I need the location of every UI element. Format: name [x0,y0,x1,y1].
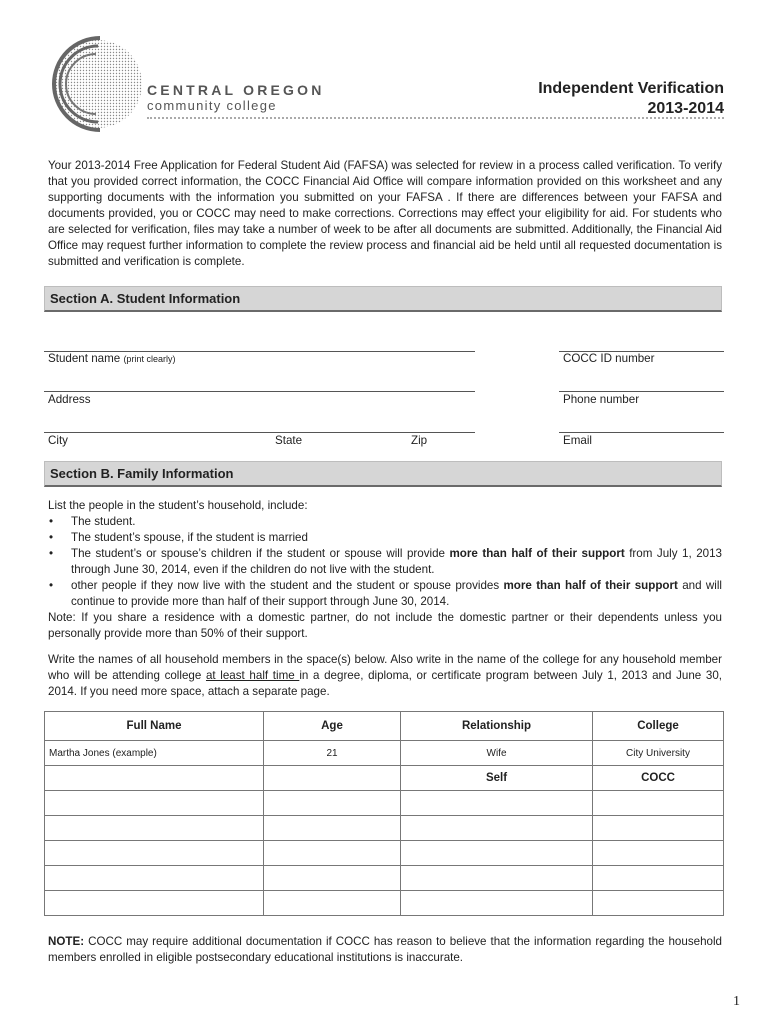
example-college: City University [593,741,724,766]
email-field[interactable] [559,432,724,433]
college-cell[interactable] [593,866,724,891]
note-text: COCC may require additional documentation if COCC has reason to believe that the information regarding the household members enrolled in eligible postsecondary educational institutions is inaccurate. [48,935,722,964]
write-instructions [48,652,722,700]
address-field[interactable] [44,391,475,392]
list-item [48,530,722,546]
list-item-text: The student’s or spouse’s children if the student or spouse will provide [71,547,450,560]
example-relationship: Wife [401,741,593,766]
age-cell[interactable] [264,866,401,891]
college-logo [40,30,150,140]
relationship-cell[interactable] [401,866,593,891]
bullet-icon: • [49,579,54,592]
table-row [45,891,724,916]
self-relationship: Self [401,766,593,791]
brand-name: CENTRAL OREGON [147,82,325,98]
self-college: COCC [593,766,724,791]
write-text: in a degree, diploma, or certificate program between July 1, 2013 and June 30, 2014. If you need more space, attach a separate page. [48,669,722,698]
table-row [45,866,724,891]
example-age: 21 [264,741,401,766]
domestic-partner-note: Note: If you share a residence with a domestic partner, do not include the domestic partner or their dependents unless you personally provide more than 50% of their support. [48,611,722,640]
college-cell[interactable] [593,816,724,841]
col-age: Age [264,712,401,741]
college-cell[interactable] [593,841,724,866]
student-name-label [48,352,175,365]
list-intro: List the people in the student’s household, include: [48,499,308,512]
note-label: NOTE: [48,935,85,948]
table-row [45,841,724,866]
household-table [44,711,724,916]
header-divider [147,117,724,119]
age-cell[interactable] [264,841,401,866]
page-number: 1 [733,994,740,1009]
phone-field[interactable] [559,391,724,392]
emphasis-text: more than half of their support [503,579,678,592]
list-item-text: and will continue to provide more than half of their support through June 30, 2014. [71,579,722,608]
table-row [45,816,724,841]
bullet-icon: • [49,515,54,528]
relationship-cell[interactable] [401,816,593,841]
city-label: City [48,434,68,447]
college-cell[interactable] [593,891,724,916]
col-full-name: Full Name [45,712,264,741]
col-relationship: Relationship [401,712,593,741]
section-a-header: Section A. Student Information [44,286,722,312]
bullet-icon: • [49,547,54,560]
name-cell[interactable] [45,841,264,866]
list-item-text: The student’s spouse, if the student is married [71,531,308,544]
name-cell[interactable] [45,866,264,891]
list-item-text: other people if they now live with the student and the student or spouse provides [71,579,504,592]
phone-label: Phone number [563,393,640,406]
city-state-zip-field[interactable] [44,432,475,433]
print-clearly-note: (print clearly) [123,354,176,364]
relationship-cell[interactable] [401,891,593,916]
relationship-cell[interactable] [401,841,593,866]
table-row-example [45,741,724,766]
zip-label: Zip [411,434,428,447]
bullet-icon: • [49,531,54,544]
section-b-header: Section B. Family Information [44,461,722,487]
half-time-underline: at least half time [205,669,300,682]
list-item [48,514,722,530]
name-cell[interactable] [45,891,264,916]
self-name-cell[interactable] [45,766,264,791]
form-year: 2013-2014 [647,100,724,117]
age-cell[interactable] [264,891,401,916]
cocc-id-label: COCC ID number [563,352,655,365]
email-label: Email [563,434,592,447]
brand-subtitle: community college [147,98,277,113]
intro-paragraph: Your 2013-2014 Free Application for Federal Student Aid (FAFSA) was selected for review in a process called verification. To verify that you provided correct information, the COCC Financial Aid Office will compare information provided on this worksheet and any supporting documents with the information you submitted on your FAFSA . If there are differences between your FAFSA and documents provided, you or COCC may need to make corrections. Corrections may effect your eligibility for aid. For students who are selected for verification, files may take a number of week to be after all documents are submitted. Additionally, the Financial Aid Office may request further information to complete the review process and financial aid be held until all requested documentation is submitted and verification is complete. [48,159,722,268]
emphasis-text: more than half of their support [449,547,625,560]
relationship-cell[interactable] [401,791,593,816]
age-cell[interactable] [264,791,401,816]
state-label: State [275,434,303,447]
name-cell[interactable] [45,791,264,816]
example-name: Martha Jones (example) [45,741,264,766]
col-college: College [593,712,724,741]
table-header-row [45,712,724,741]
table-row-self [45,766,724,791]
list-item [48,578,722,610]
age-cell[interactable] [264,816,401,841]
name-cell[interactable] [45,816,264,841]
table-row [45,791,724,816]
list-item-text: The student. [71,515,136,528]
household-instructions [48,498,722,642]
self-age-cell[interactable] [264,766,401,791]
form-title: Independent Verification [538,80,724,97]
list-item [48,546,722,578]
address-label: Address [48,393,91,406]
list-item-text: from July 1, 2013 through June 30, 2014, even if the children do not live with the student. [71,547,723,576]
footer-note [48,934,722,966]
write-text: Write the names of all household members in the space(s) below. Also write in the name of the college for any household member who will be attending college [48,653,722,682]
student-name-text: Student name [48,352,121,365]
college-cell[interactable] [593,791,724,816]
